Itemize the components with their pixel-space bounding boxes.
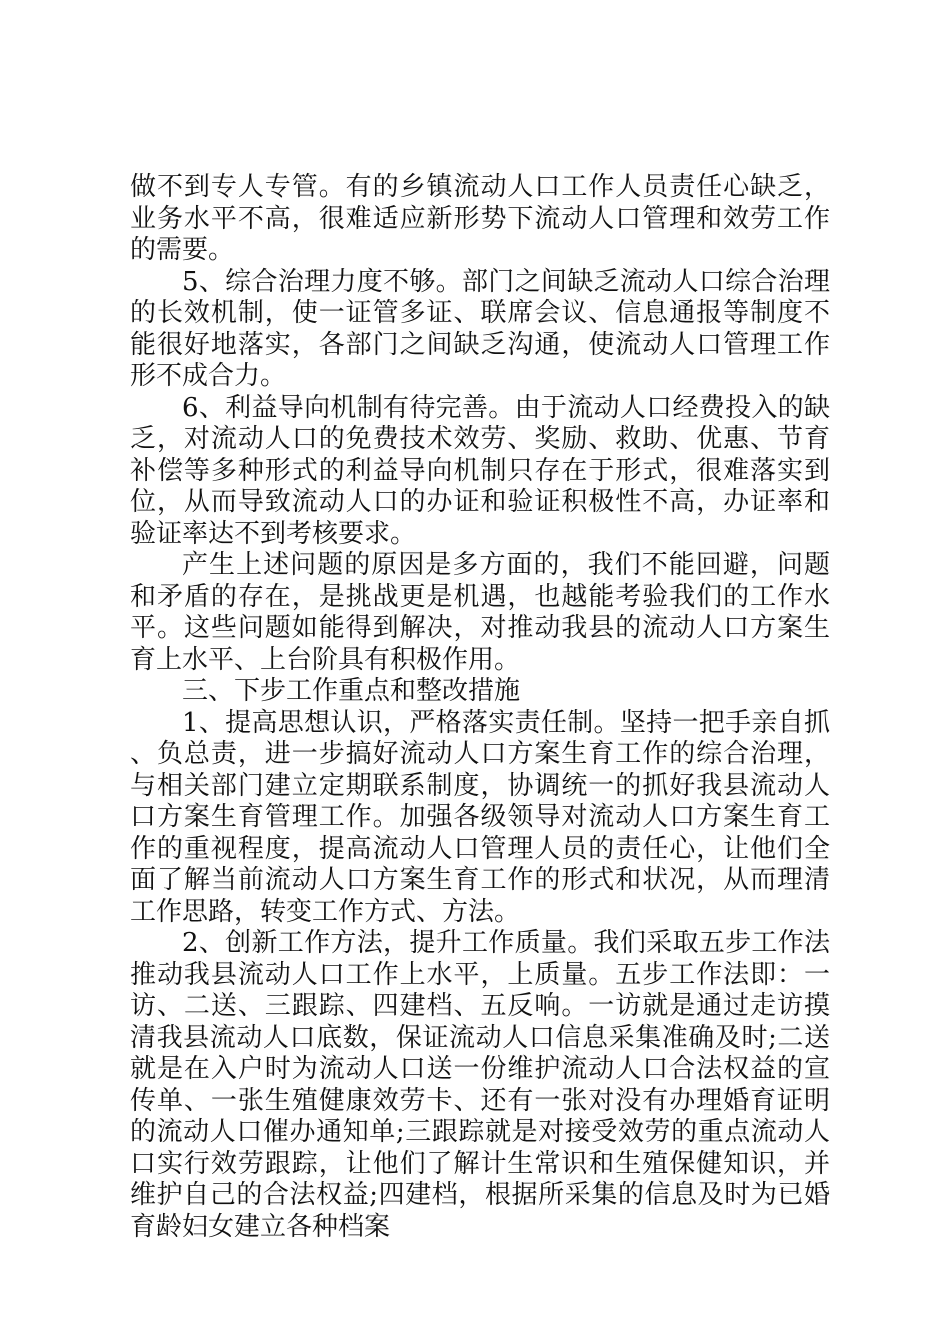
paragraph-causes: 产生上述问题的原因是多方面的，我们不能回避，问题和矛盾的存在，是挑战更是机遇，也越能考验我们的工作水平。这些问题如能得到解决，对推动我县的流动人口方案生育上水平、上台阶具有积极作用。 [130, 550, 830, 675]
paragraph-measure-2: 2、创新工作方法，提升工作质量。我们采取五步工作法推动我县流动人口工作上水平，上质量。五步工作法即：一访、二送、三跟踪、四建档、五反响。一访就是通过走访摸清我县流动人口底数，保证流动人口信息采集准确及时;二送就是在入户时为流动人口送一份维护流动人口合法权益的宣传单、一张生殖健康效劳卡、还有一张对没有办理婚育证明的流动人口催办通知单;三跟踪就是对接受效劳的重点流动人口实行效劳跟踪，让他们了解计生常识和生殖保健知识，并维护自己的合法权益;四建档，根据所采集的信息及时为已婚育龄妇女建立各种档案 [130, 928, 830, 1242]
paragraph-continuation: 做不到专人专管。有的乡镇流动人口工作人员责任心缺乏，业务水平不高，很难适应新形势下流动人口管理和效劳工作的需要。 [130, 172, 830, 265]
paragraph-measure-1: 1、提高思想认识，严格落实责任制。坚持一把手亲自抓、负总责，进一步搞好流动人口方案生育工作的综合治理，与相关部门建立定期联系制度，协调统一的抓好我县流动人口方案生育管理工作。加强各级领导对流动人口方案生育工作的重视程度，提高流动人口管理人员的责任心，让他们全面了解当前流动人口方案生育工作的形式和状况，从而理清工作思路，转变工作方式、方法。 [130, 707, 830, 927]
paragraph-item-6: 6、利益导向机制有待完善。由于流动人口经费投入的缺乏，对流动人口的免费技术效劳、奖励、救助、优惠、节育补偿等多种形式的利益导向机制只存在于形式，很难落实到位，从而导致流动人口的办证和验证积极性不高，办证率和验证率达不到考核要求。 [130, 392, 830, 549]
section-heading-3: 三、下步工作重点和整改措施 [182, 676, 521, 706]
document-body [130, 172, 830, 1243]
paragraph-item-5: 5、综合治理力度不够。部门之间缺乏流动人口综合治理的长效机制，使一证管多证、联席会议、信息通报等制度不能很好地落实，各部门之间缺乏沟通，使流动人口管理工作形不成合力。 [130, 266, 830, 391]
